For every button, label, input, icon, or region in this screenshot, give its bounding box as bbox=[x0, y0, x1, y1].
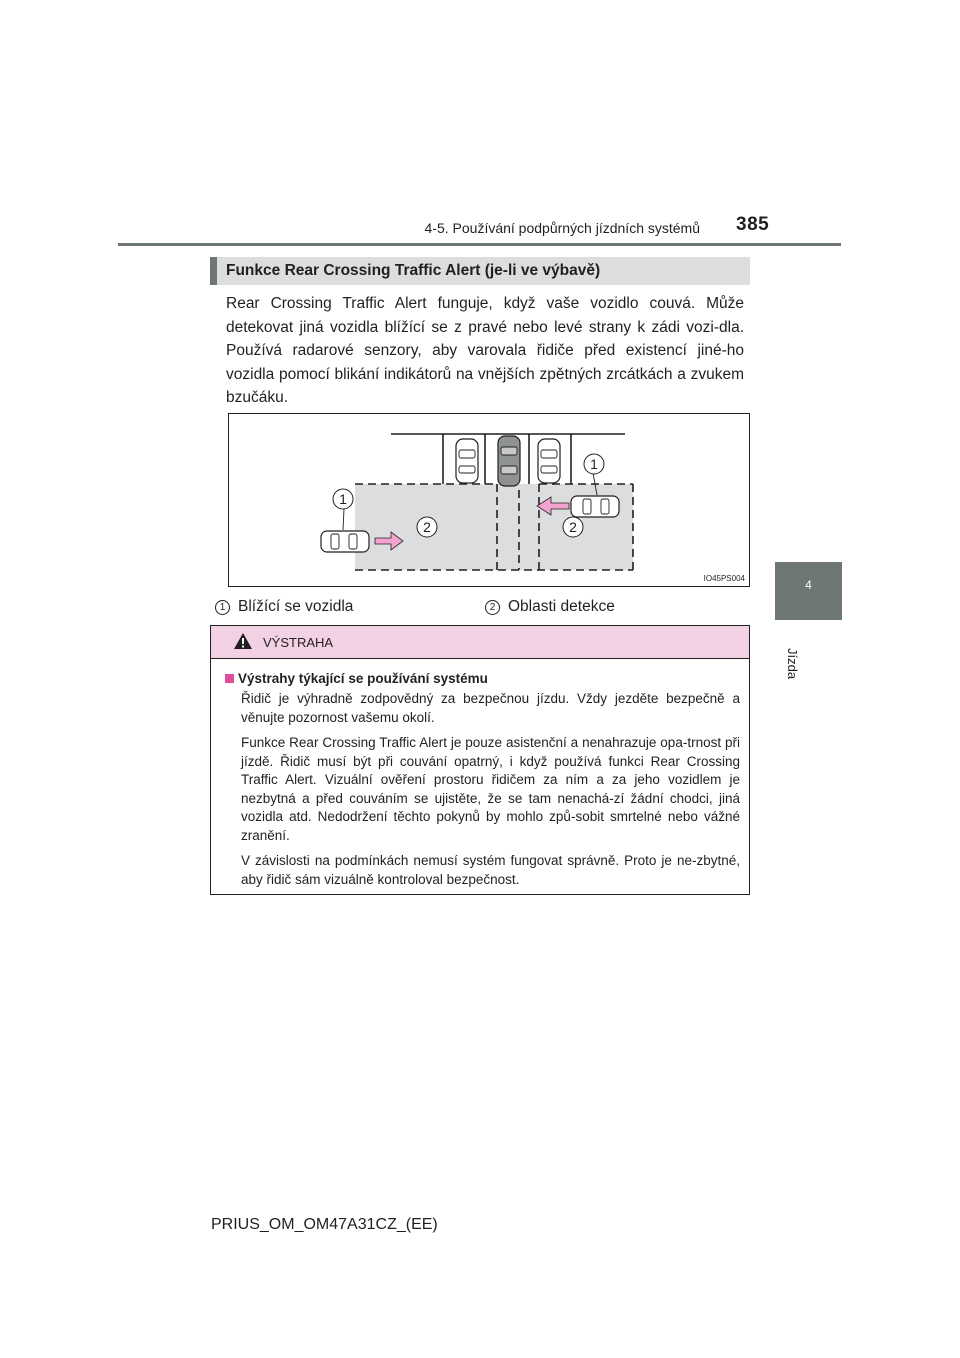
callout-leader-left bbox=[343, 509, 344, 530]
diagram-code: IO45PS004 bbox=[703, 574, 745, 583]
page-number: 385 bbox=[736, 214, 770, 235]
chapter-number: 4 bbox=[805, 578, 812, 592]
parked-car-left bbox=[456, 439, 478, 483]
rcta-diagram-svg bbox=[229, 414, 749, 586]
warning-body bbox=[211, 659, 749, 889]
parked-car-right bbox=[538, 439, 560, 483]
chapter-label: Jízda bbox=[785, 648, 800, 680]
rcta-diagram bbox=[228, 413, 750, 587]
warning-paragraph: Řidič je výhradně zodpovědný za bezpečnou jízdu. Vždy jezděte bezpečně a věnujte pozornost vašemu okolí. bbox=[241, 691, 740, 725]
running-header: 4-5. Používání podpůrných jízdních systémů bbox=[424, 220, 700, 236]
warning-paragraph: V závislosti na podmínkách nemusí systém fungovat správně. Proto je ne-zbytné, aby řidič sám vizuálně kontroloval bezpečnost. bbox=[241, 853, 740, 887]
approaching-car-left bbox=[321, 531, 369, 552]
warning-triangle-icon bbox=[233, 632, 253, 653]
legend-label: Oblasti detekce bbox=[508, 598, 615, 615]
legend-number: 1 bbox=[215, 600, 230, 615]
section-heading: Funkce Rear Crossing Traffic Alert (je-li ve výbavě) bbox=[210, 257, 750, 285]
chapter-tab bbox=[775, 562, 842, 620]
intro-paragraph: Rear Crossing Traffic Alert funguje, když vaše vozidlo couvá. Může detekovat jiná vozidla blížící se z pravé nebo levé strany k zádi vozi-dla. Používá radarové senzory, aby varovala řidiče před existencí jiné-ho vozidla pomocí blikání indikátorů na vnějších zpětných zrcátkách a zvukem bzučáku. bbox=[226, 295, 744, 406]
own-car bbox=[498, 436, 520, 486]
warning-box bbox=[210, 625, 750, 895]
callout-1-left: 1 bbox=[339, 491, 347, 507]
warning-subheading bbox=[225, 671, 739, 686]
header-rule bbox=[118, 243, 841, 246]
document-footer: PRIUS_OM_OM47A31CZ_(EE) bbox=[211, 1216, 438, 1233]
warning-subheading-text: Výstrahy týkající se používání systému bbox=[238, 671, 488, 686]
legend-item-2 bbox=[485, 598, 615, 616]
callout-2-left: 2 bbox=[423, 519, 431, 535]
callout-1-right: 1 bbox=[590, 456, 598, 472]
legend-item-1 bbox=[215, 598, 353, 616]
approaching-car-right bbox=[571, 496, 619, 517]
chapter-side-label bbox=[780, 648, 820, 688]
warning-paragraph: Funkce Rear Crossing Traffic Alert je pouze asistenční a nenahrazuje opa-trnost při jízdě. Řidič musí být při couvání opatrný, i když používá funkci Rear Crossing Traffic Alert. Vizuální ověření prostoru řidičem za ním a za jeho vozidlem je nezbytná a před couváním se ujistěte, že se tam nenachá-zí žádní chodci, jiná vozidla atd. Nedodržení těchto pokynů by mohlo způ-sobit smrtelné nebo vážné zranění. bbox=[241, 735, 740, 843]
callout-2-right: 2 bbox=[569, 519, 577, 535]
legend-number: 2 bbox=[485, 600, 500, 615]
warning-title: VÝSTRAHA bbox=[263, 634, 334, 650]
bullet-square-icon bbox=[225, 674, 234, 683]
legend-label: Blížící se vozidla bbox=[238, 598, 354, 615]
warning-header bbox=[211, 626, 749, 659]
